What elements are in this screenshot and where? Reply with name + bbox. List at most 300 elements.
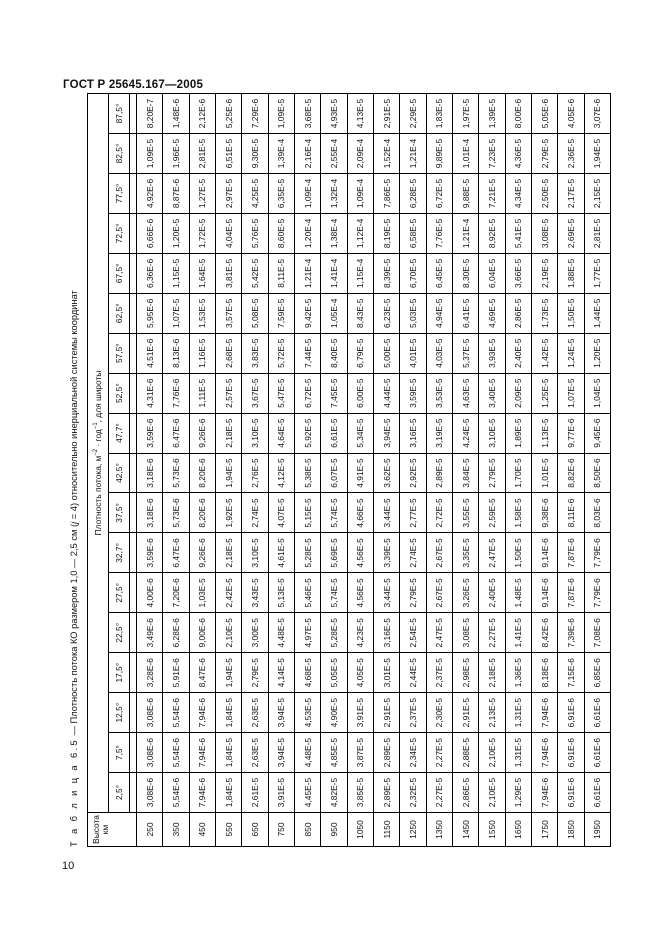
latitude-header-cell: 87,5° <box>109 94 130 134</box>
flux-value-cell: 3,91E-5 <box>268 773 294 813</box>
flux-value-cell: 2,81E-5 <box>584 213 610 253</box>
header-spacer-cell <box>130 213 137 253</box>
flux-value-cell: 1,77E-5 <box>584 253 610 293</box>
flux-value-cell: 8,39E-5 <box>373 253 399 293</box>
flux-value-cell: 1,01E-4 <box>452 134 478 174</box>
flux-value-cell: 9,26E-6 <box>189 533 215 573</box>
flux-value-cell: 9,00E-6 <box>189 613 215 653</box>
header-spacer-cell <box>130 653 137 693</box>
flux-value-cell: 5,73E-6 <box>163 493 189 533</box>
flux-value-cell: 9,45E-6 <box>584 413 610 453</box>
flux-value-cell: 2,91E-5 <box>373 693 399 733</box>
table-row <box>294 94 320 847</box>
header-spacer-row <box>130 94 137 847</box>
flux-density-table <box>87 93 611 847</box>
flux-value-cell: 6,61E-6 <box>584 733 610 773</box>
flux-value-cell: 3,28E-6 <box>137 653 163 693</box>
flux-value-cell: 1,94E-5 <box>215 653 241 693</box>
flux-value-cell: 6,47E-6 <box>163 533 189 573</box>
flux-value-cell: 9,14E-6 <box>531 573 557 613</box>
altitude-cell: 1850 <box>558 813 584 847</box>
flux-value-cell: 4,53E-5 <box>294 693 320 733</box>
flux-value-cell: 5,74E-5 <box>321 573 347 613</box>
flux-value-cell: 1,07E-5 <box>163 293 189 333</box>
flux-value-cell: 5,08E-5 <box>242 293 268 333</box>
flux-value-cell: 2,27E-5 <box>479 613 505 653</box>
flux-value-cell: 8,20E-6 <box>189 453 215 493</box>
latitude-header-cell: 67,5° <box>109 253 130 293</box>
flux-value-cell: 4,69E-5 <box>479 293 505 333</box>
flux-value-cell: 2,72E-5 <box>426 493 452 533</box>
flux-value-cell: 7,94E-6 <box>189 733 215 773</box>
flux-value-cell: 7,39E-6 <box>558 613 584 653</box>
table-row <box>558 94 584 847</box>
header-spacer-cell <box>130 573 137 613</box>
flux-value-cell: 2,76E-5 <box>242 453 268 493</box>
flux-value-cell: 6,58E-5 <box>400 213 426 253</box>
flux-value-cell: 6,61E-6 <box>584 693 610 733</box>
flux-value-cell: 2,79E-5 <box>400 573 426 613</box>
flux-value-cell: 7,94E-6 <box>531 693 557 733</box>
flux-value-cell: 2,12E-6 <box>189 94 215 134</box>
flux-value-cell: 4,85E-5 <box>321 733 347 773</box>
flux-value-cell: 6,91E-6 <box>558 693 584 733</box>
flux-value-cell: 2,86E-5 <box>452 773 478 813</box>
flux-value-cell: 1,84E-5 <box>215 733 241 773</box>
flux-value-cell: 2,17E-5 <box>558 174 584 214</box>
flux-value-cell: 4,05E-6 <box>558 94 584 134</box>
flux-value-cell: 6,00E-5 <box>347 373 373 413</box>
flux-value-cell: 2,10E-5 <box>215 613 241 653</box>
flux-value-cell: 8,11E-5 <box>268 253 294 293</box>
flux-value-cell: 5,73E-6 <box>163 453 189 493</box>
flux-value-cell: 3,44E-5 <box>373 573 399 613</box>
flux-value-cell: 3,94E-5 <box>373 413 399 453</box>
latitude-header-cell: 77,5° <box>109 174 130 214</box>
rotated-table-block <box>63 93 611 847</box>
flux-value-cell: 3,10E-5 <box>242 533 268 573</box>
flux-value-cell: 3,62E-5 <box>373 453 399 493</box>
flux-value-cell: 7,79E-6 <box>584 573 610 613</box>
header-spacer-cell <box>130 134 137 174</box>
flux-value-cell: 1,94E-5 <box>584 134 610 174</box>
flux-value-cell: 8,11E-6 <box>558 493 584 533</box>
flux-value-cell: 8,87E-6 <box>163 174 189 214</box>
flux-value-cell: 1,89E-5 <box>505 413 531 453</box>
flux-value-cell: 8,03E-6 <box>584 493 610 533</box>
flux-value-cell: 2,63E-5 <box>242 693 268 733</box>
flux-value-cell: 8,18E-6 <box>531 653 557 693</box>
table-row <box>137 94 163 847</box>
flux-value-cell: 3,10E-5 <box>479 413 505 453</box>
flux-value-cell: 1,25E-5 <box>531 373 557 413</box>
flux-value-cell: 7,94E-6 <box>531 733 557 773</box>
latitude-header-cell: 12,5° <box>109 693 130 733</box>
flux-value-cell: 2,15E-5 <box>584 174 610 214</box>
flux-value-cell: 6,61E-6 <box>584 773 610 813</box>
flux-value-cell: 5,37E-5 <box>452 333 478 373</box>
flux-value-cell: 3,66E-5 <box>505 253 531 293</box>
flux-value-cell: 1,24E-5 <box>558 333 584 373</box>
latitude-header-cell: 57,5° <box>109 333 130 373</box>
flux-value-cell: 4,66E-5 <box>347 493 373 533</box>
flux-value-cell: 1,09E-4 <box>294 174 320 214</box>
flux-value-cell: 3,44E-5 <box>373 493 399 533</box>
altitude-cell: 1250 <box>400 813 426 847</box>
flux-value-cell: 5,42E-5 <box>242 253 268 293</box>
flux-value-cell: 4,48E-5 <box>294 733 320 773</box>
flux-value-cell: 3,59E-5 <box>400 373 426 413</box>
flux-value-cell: 2,09E-4 <box>347 134 373 174</box>
flux-value-cell: 6,23E-5 <box>373 293 399 333</box>
flux-value-cell: 4,44E-5 <box>373 373 399 413</box>
flux-value-cell: 3,81E-5 <box>215 253 241 293</box>
flux-value-cell: 5,54E-6 <box>163 693 189 733</box>
flux-value-cell: 4,23E-5 <box>347 613 373 653</box>
flux-value-cell: 6,36E-6 <box>137 253 163 293</box>
flux-value-cell: 5,46E-5 <box>294 573 320 613</box>
table-row <box>347 94 373 847</box>
altitude-cell: 1050 <box>347 813 373 847</box>
flux-value-cell: 3,59E-6 <box>137 413 163 453</box>
flux-value-cell: 4,25E-5 <box>242 174 268 214</box>
altitude-cell: 1550 <box>479 813 505 847</box>
header-spacer-cell <box>130 493 137 533</box>
flux-value-cell: 3,87E-5 <box>347 733 373 773</box>
table-row <box>479 94 505 847</box>
flux-value-cell: 4,03E-5 <box>426 333 452 373</box>
flux-value-cell: 8,42E-6 <box>531 613 557 653</box>
latitude-header-cell: 17,5° <box>109 653 130 693</box>
flux-value-cell: 9,30E-5 <box>242 134 268 174</box>
latitude-header-row <box>109 94 130 847</box>
flux-value-cell: 9,14E-6 <box>531 533 557 573</box>
flux-value-cell: 2,69E-5 <box>558 213 584 253</box>
flux-value-cell: 1,36E-5 <box>505 653 531 693</box>
flux-value-cell: 1,27E-5 <box>189 174 215 214</box>
altitude-cell: 650 <box>242 813 268 847</box>
altitude-header-text: Высота км <box>91 815 110 844</box>
flux-value-cell: 8,19E-5 <box>373 213 399 253</box>
flux-value-cell: 3,91E-5 <box>347 693 373 733</box>
table-row <box>163 94 189 847</box>
flux-value-cell: 2,09E-5 <box>505 373 531 413</box>
flux-value-cell: 2,27E-5 <box>426 773 452 813</box>
flux-value-cell: 8,13E-6 <box>163 333 189 373</box>
flux-value-cell: 1,09E-5 <box>268 94 294 134</box>
flux-value-cell: 4,61E-5 <box>268 533 294 573</box>
table-row <box>321 94 347 847</box>
flux-value-cell: 6,72E-5 <box>294 373 320 413</box>
header-spacer-cell <box>130 293 137 333</box>
latitude-header-cell: 7,5° <box>109 733 130 773</box>
flux-value-cell: 1,48E-5 <box>505 573 531 613</box>
latitude-header-cell: 72,5° <box>109 213 130 253</box>
flux-value-cell: 1,15E-4 <box>347 253 373 293</box>
flux-value-cell: 3,94E-5 <box>268 693 294 733</box>
flux-value-cell: 5,25E-6 <box>215 94 241 134</box>
flux-value-cell: 7,21E-5 <box>479 174 505 214</box>
flux-value-cell: 1,39E-5 <box>479 94 505 134</box>
flux-value-cell: 4,14E-5 <box>268 653 294 693</box>
flux-value-cell: 3,01E-5 <box>373 653 399 693</box>
flux-value-cell: 9,38E-6 <box>531 493 557 533</box>
flux-value-cell: 1,58E-5 <box>505 493 531 533</box>
table-row <box>426 94 452 847</box>
flux-value-cell: 5,34E-5 <box>347 413 373 453</box>
flux-value-cell: 8,30E-5 <box>452 253 478 293</box>
flux-value-cell: 2,34E-5 <box>400 733 426 773</box>
latitude-header-cell: 37,5° <box>109 493 130 533</box>
flux-value-cell: 3,59E-6 <box>137 533 163 573</box>
flux-value-cell: 5,00E-5 <box>373 333 399 373</box>
header-spacer-cell <box>130 413 137 453</box>
flux-value-cell: 9,42E-5 <box>294 293 320 333</box>
table-row <box>531 94 557 847</box>
flux-value-cell: 1,01E-5 <box>531 453 557 493</box>
flux-value-cell: 6,91E-6 <box>558 733 584 773</box>
flux-value-cell: 3,26E-5 <box>452 573 478 613</box>
flux-value-cell: 2,92E-5 <box>400 453 426 493</box>
altitude-cell: 250 <box>137 813 163 847</box>
flux-value-cell: 4,48E-5 <box>268 613 294 653</box>
flux-value-cell: 1,73E-5 <box>531 293 557 333</box>
altitude-cell: 1650 <box>505 813 531 847</box>
flux-value-cell: 1,21E-4 <box>400 134 426 174</box>
flux-value-cell: 2,74E-5 <box>400 533 426 573</box>
flux-value-cell: 7,86E-5 <box>373 174 399 214</box>
flux-value-cell: 7,08E-6 <box>584 613 610 653</box>
flux-value-cell: 6,41E-5 <box>452 293 478 333</box>
flux-value-cell: 8,50E-6 <box>584 453 610 493</box>
flux-value-cell: 3,43E-5 <box>242 573 268 613</box>
latitude-header-cell: 82,5° <box>109 134 130 174</box>
flux-value-cell: 9,77E-6 <box>558 413 584 453</box>
flux-value-cell: 4,82E-5 <box>321 773 347 813</box>
flux-value-cell: 1,13E-5 <box>531 413 557 453</box>
table-caption <box>63 93 85 847</box>
flux-value-cell: 8,00E-6 <box>505 94 531 134</box>
flux-value-cell: 9,89E-5 <box>426 134 452 174</box>
flux-value-cell: 3,39E-5 <box>373 533 399 573</box>
flux-value-cell: 3,49E-6 <box>137 613 163 653</box>
flux-value-cell: 8,20E-7 <box>137 94 163 134</box>
flux-value-cell: 1,48E-6 <box>163 94 189 134</box>
flux-value-cell: 2,36E-5 <box>558 134 584 174</box>
flux-value-cell: 3,40E-5 <box>479 373 505 413</box>
altitude-cell: 1750 <box>531 813 557 847</box>
flux-value-cell: 2,59E-5 <box>479 493 505 533</box>
table-row <box>505 94 531 847</box>
flux-value-cell: 3,67E-5 <box>242 373 268 413</box>
table-row <box>400 94 426 847</box>
header-spacer-cell <box>130 373 137 413</box>
flux-value-cell: 2,19E-5 <box>531 253 557 293</box>
flux-value-cell: 8,47E-6 <box>189 653 215 693</box>
flux-value-cell: 1,44E-5 <box>584 293 610 333</box>
flux-value-cell: 5,92E-5 <box>294 413 320 453</box>
flux-value-cell: 4,94E-5 <box>426 293 452 333</box>
flux-value-cell: 4,56E-5 <box>347 573 373 613</box>
flux-value-cell: 8,40E-5 <box>321 333 347 373</box>
flux-value-cell: 3,68E-5 <box>294 94 320 134</box>
latitude-header-cell: 2,5° <box>109 773 130 813</box>
flux-value-cell: 8,60E-5 <box>268 213 294 253</box>
flux-value-cell: 4,68E-5 <box>294 653 320 693</box>
flux-value-cell: 6,07E-5 <box>321 453 347 493</box>
flux-value-cell: 1,84E-5 <box>215 693 241 733</box>
flux-value-cell: 6,66E-6 <box>137 213 163 253</box>
flux-value-cell: 2,37E-5 <box>400 693 426 733</box>
flux-value-cell: 6,85E-6 <box>584 653 610 693</box>
document-header: ГОСТ Р 25645.167—2005 <box>63 79 204 91</box>
flux-value-cell: 3,35E-5 <box>452 533 478 573</box>
flux-value-cell: 1,04E-5 <box>584 373 610 413</box>
flux-value-cell: 7,76E-6 <box>163 373 189 413</box>
flux-value-cell: 2,16E-4 <box>294 134 320 174</box>
flux-value-cell: 2,55E-4 <box>321 134 347 174</box>
flux-value-cell: 4,92E-6 <box>137 174 163 214</box>
flux-value-cell: 2,27E-5 <box>426 733 452 773</box>
flux-header: Плотность потока, $м^{-2} \cdot год^{-1}$, для широты <box>88 94 109 813</box>
flux-value-cell: 3,08E-6 <box>137 773 163 813</box>
table-row <box>452 94 478 847</box>
flux-value-cell: 1,84E-5 <box>215 773 241 813</box>
flux-value-cell: 2,32E-5 <box>400 773 426 813</box>
flux-value-cell: 6,35E-5 <box>268 174 294 214</box>
flux-value-cell: 1,83E-5 <box>426 94 452 134</box>
altitude-header <box>88 813 137 847</box>
flux-value-cell: 5,28E-5 <box>294 533 320 573</box>
flux-value-cell: 5,05E-6 <box>531 94 557 134</box>
flux-value-cell: 3,10E-5 <box>242 413 268 453</box>
flux-value-cell: 2,18E-5 <box>479 653 505 693</box>
flux-value-cell: 1,31E-5 <box>505 733 531 773</box>
flux-value-cell: 5,47E-5 <box>268 373 294 413</box>
flux-value-cell: 2,57E-5 <box>215 373 241 413</box>
flux-value-cell: 2,89E-5 <box>373 733 399 773</box>
flux-value-cell: 2,67E-5 <box>426 533 452 573</box>
flux-value-cell: 6,61E-5 <box>321 413 347 453</box>
altitude-cell: 1150 <box>373 813 399 847</box>
flux-value-cell: 2,10E-5 <box>479 773 505 813</box>
flux-value-cell: 5,74E-5 <box>321 493 347 533</box>
flux-value-cell: 3,18E-6 <box>137 493 163 533</box>
table-row <box>189 94 215 847</box>
flux-value-cell: 1,20E-5 <box>163 213 189 253</box>
flux-value-cell: 3,83E-5 <box>242 333 268 373</box>
flux-value-cell: 7,94E-6 <box>189 773 215 813</box>
flux-value-cell: 4,45E-5 <box>294 773 320 813</box>
flux-value-cell: 3,19E-5 <box>426 413 452 453</box>
table-body <box>137 94 611 847</box>
flux-value-cell: 7,45E-5 <box>321 373 347 413</box>
flux-value-cell: 8,82E-6 <box>558 453 584 493</box>
flux-value-cell: 5,38E-5 <box>294 453 320 493</box>
flux-value-cell: 5,54E-6 <box>163 733 189 773</box>
altitude-cell: 750 <box>268 813 294 847</box>
flux-value-cell: 4,91E-5 <box>347 453 373 493</box>
flux-value-cell: 2,29E-5 <box>400 94 426 134</box>
flux-value-cell: 6,70E-5 <box>400 253 426 293</box>
flux-value-cell: 8,43E-5 <box>347 293 373 333</box>
flux-value-cell: 3,00E-5 <box>242 613 268 653</box>
flux-value-cell: 4,31E-6 <box>137 373 163 413</box>
flux-value-cell: 1,92E-5 <box>215 493 241 533</box>
flux-value-cell: 4,64E-5 <box>268 413 294 453</box>
flux-value-cell: 7,76E-5 <box>426 213 452 253</box>
flux-value-cell: 2,18E-5 <box>215 413 241 453</box>
flux-value-cell: 3,07E-6 <box>584 94 610 134</box>
header-spacer-cell <box>130 453 137 493</box>
table-row <box>268 94 294 847</box>
flux-value-cell: 1,20E-4 <box>294 213 320 253</box>
flux-value-cell: 4,07E-5 <box>268 493 294 533</box>
flux-value-cell: 5,15E-5 <box>294 493 320 533</box>
flux-value-cell: 1,70E-5 <box>505 453 531 493</box>
flux-value-cell: 7,23E-5 <box>479 134 505 174</box>
flux-value-cell: 1,16E-5 <box>189 333 215 373</box>
flux-value-cell: 6,28E-5 <box>400 174 426 214</box>
flux-value-cell: 2,91E-5 <box>452 693 478 733</box>
flux-value-cell: 1,12E-4 <box>347 213 373 253</box>
latitude-header-cell: 22,5° <box>109 613 130 653</box>
flux-value-cell: 4,24E-5 <box>452 413 478 453</box>
caption-j: j <box>69 521 79 524</box>
flux-value-cell: 1,41E-5 <box>505 613 531 653</box>
altitude-cell: 1450 <box>452 813 478 847</box>
flux-value-cell: 1,38E-4 <box>321 213 347 253</box>
flux-value-cell: 1,64E-5 <box>189 253 215 293</box>
flux-value-cell: 5,72E-5 <box>268 333 294 373</box>
flux-value-cell: 2,63E-5 <box>242 733 268 773</box>
flux-value-cell: 4,56E-5 <box>347 533 373 573</box>
flux-value-cell: 1,94E-5 <box>215 453 241 493</box>
header-spacer-cell <box>130 333 137 373</box>
flux-value-cell: 9,88E-5 <box>452 174 478 214</box>
flux-value-cell: 2,47E-5 <box>426 613 452 653</box>
header-spacer-cell <box>130 533 137 573</box>
flux-value-cell: 4,51E-6 <box>137 333 163 373</box>
flux-value-cell: 4,12E-5 <box>268 453 294 493</box>
flux-value-cell: 2,74E-5 <box>242 493 268 533</box>
flux-value-cell: 5,05E-5 <box>321 653 347 693</box>
flux-value-cell: 7,29E-6 <box>242 94 268 134</box>
flux-value-cell: 7,94E-6 <box>531 773 557 813</box>
flux-value-cell: 7,15E-6 <box>558 653 584 693</box>
altitude-cell: 950 <box>321 813 347 847</box>
flux-value-cell: 6,28E-6 <box>163 613 189 653</box>
flux-value-cell: 2,54E-5 <box>400 613 426 653</box>
flux-value-cell: 2,42E-5 <box>215 573 241 613</box>
flux-value-cell: 7,79E-6 <box>584 533 610 573</box>
table-row <box>373 94 399 847</box>
flux-value-cell: 3,84E-5 <box>452 453 478 493</box>
flux-value-cell: 2,68E-5 <box>215 333 241 373</box>
flux-value-cell: 1,53E-5 <box>189 293 215 333</box>
flux-value-cell: 7,20E-6 <box>163 573 189 613</box>
header-spacer-cell <box>130 253 137 293</box>
flux-value-cell: 3,08E-5 <box>452 613 478 653</box>
flux-value-cell: 7,44E-5 <box>294 333 320 373</box>
flux-value-cell: 5,13E-5 <box>268 573 294 613</box>
flux-value-cell: 4,97E-5 <box>294 613 320 653</box>
latitude-header-cell: 27,5° <box>109 573 130 613</box>
header-spacer-cell <box>130 613 137 653</box>
flux-value-cell: 4,93E-5 <box>321 94 347 134</box>
flux-value-cell: 8,20E-6 <box>189 493 215 533</box>
flux-value-cell: 2,40E-5 <box>479 573 505 613</box>
